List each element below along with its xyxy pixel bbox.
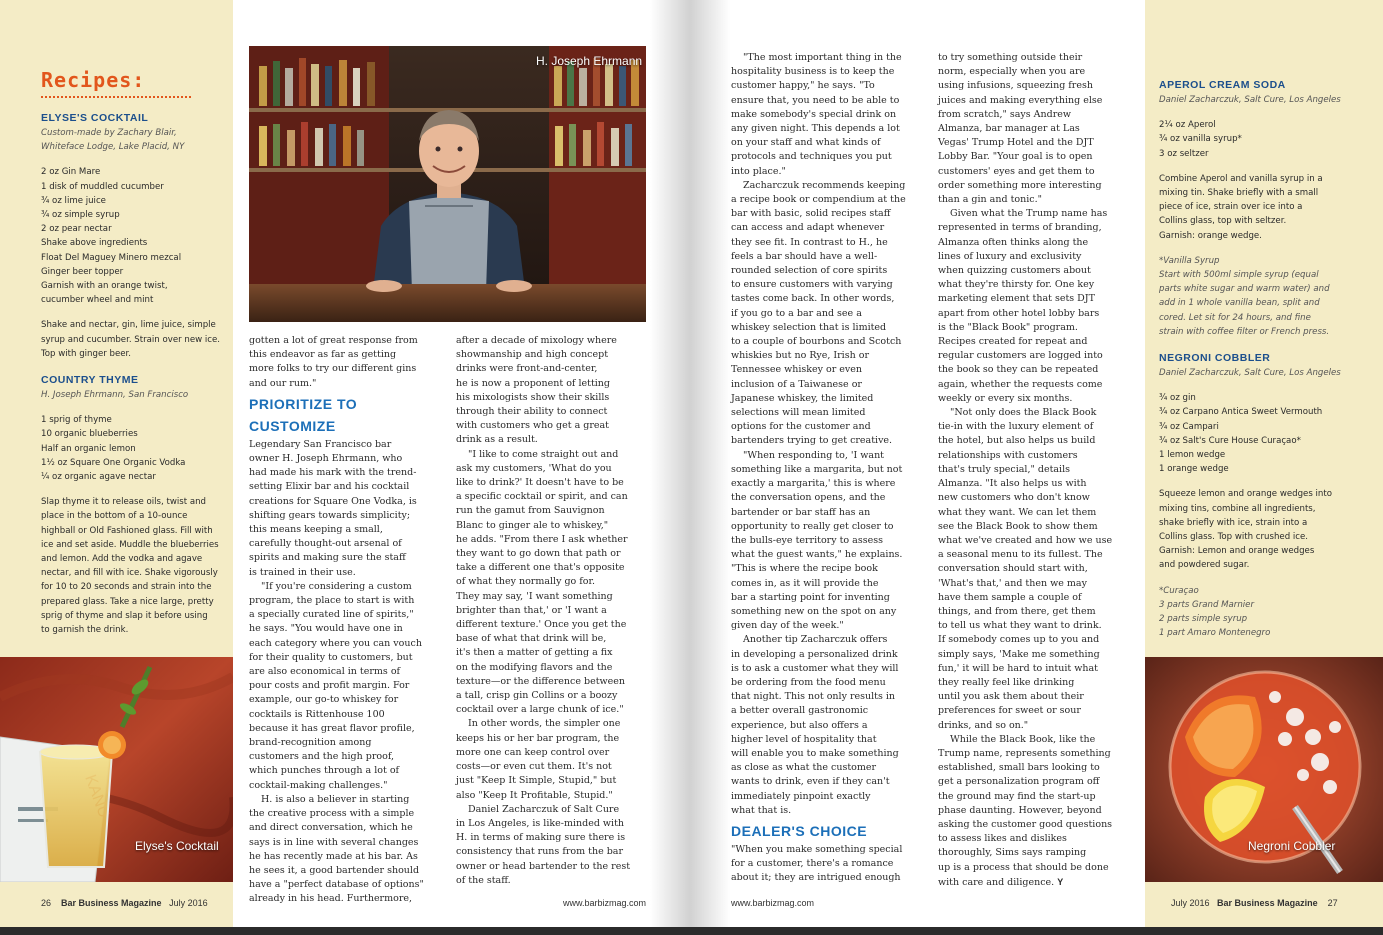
- recipe-source: Daniel Zacharczuk, Salt Cure, Los Angeles: [1159, 368, 1341, 379]
- photo-caption: H. Joseph Ehrmann: [536, 54, 643, 68]
- right-gutter-shadow: [690, 0, 730, 927]
- recipe-method: Combine Aperol and vanilla syrup in a mixing tin. Shake briefly with a small piece of ice, strain over ice into a Collins glass, top with seltzer. Garnish: orange wedge.: [1159, 173, 1323, 241]
- paragraph: H. is also a believer in starting the creative process with a simple and direct conversation, which he says is in line with several changes he has recently made at his bar. As he sees it, a good bartender should have a "perfect database of options" already in his head. Furthermore,: [249, 793, 424, 905]
- negroni-cobbler-photo: [1145, 657, 1383, 882]
- right-recipes-sidebar: [1145, 0, 1383, 927]
- paragraph: "I like to come straight out and ask my customers, 'What do you like to drink?' It doesn't have to be a specific cocktail or spirit, and can run the gamut from Sauvignon Blanc to ginger ale to whiskey," he adds. "From there I ask whether they want to go down that path or take a different one that's opposite of what they normally go for. They may say, 'I want something brighter than that,' or 'I want a different texture.' Once you get the base of what that drink will be, it's then a matter of getting a fix on the modifying flavors and the texture—or the difference between a tall, crisp gin Collins or a boozy cocktail over a large chunk of ice.": [456, 448, 628, 716]
- paragraph: While the Black Book, like the Trump name, represents something established, small bars looking to get a personalization program off the ground may find the start-up phase daunting. However, beyond asking the customer good questions to assess likes and dislikes thoroughly, Sims says ramping up is a process that should be done with care and diligence. Y: [938, 733, 1113, 888]
- paragraph: "When you make something special for a customer, there's a romance about it; they are intrigued enough: [731, 843, 903, 884]
- recipe-title: ELYSE'S COCKTAIL: [41, 112, 149, 124]
- left-recipes-column: [41, 110, 231, 637]
- magazine-name: Bar Business Magazine: [61, 898, 162, 908]
- paragraph: Zacharczuk recommends keeping a recipe book or compendium at the bar with basic, solid recipes staff can access and adapt whenever they see fit. In contrast to H., he feels a bar should have a well- rounded selection of core spirits to ensure customers with varying tastes come back. In other words, if you go to a bar and see a whiskey selection that is limited to a couple of bourbons and Scotch whiskies but no Rye, Irish or Tennessee whiskey or even inclusion of a Taiwanese or Japanese whiskey, the limited selections will mean limited options for the customer and bartenders trying to get creative.: [731, 179, 906, 447]
- left-page: [0, 0, 690, 927]
- right-body-column-1: [731, 51, 926, 886]
- bartender-photo: [249, 46, 646, 322]
- recipe-ingredients: 2 oz Gin Mare 1 disk of muddled cucumber ¾ oz lime juice ¾ oz simple syrup 2 oz pear nectar Shake above ingredients Float Del Maguey Minero mezcal Ginger beer topper Garnish with an orange twist, cucumber wheel and mint: [41, 167, 182, 306]
- right-page: [690, 0, 1383, 927]
- paragraph: Daniel Zacharczuk of Salt Cure in Los Angeles, is like-minded with H. in terms of making sure there is consistency that runs from the bar owner or head bartender to the rest of the staff.: [456, 803, 631, 886]
- recipe-source: H. Joseph Ehrmann, San Francisco: [41, 390, 189, 401]
- viewer-bottom-bar: [0, 927, 1383, 935]
- right-folio: [1171, 898, 1338, 908]
- left-folio-url: www.barbizmag.com: [563, 898, 647, 908]
- paragraph: "Not only does the Black Book tie-in with the luxury element of the hotel, but also helps us build relationships with customers that's truly special," details Almanza. "It also helps us with new customers who don't know what they want. We can let them see the Black Book to show them what we've created and how we use a seasonal menu to its fullest. The conversation should start with, 'What's that,' and then we may have them sample a couple of things, and from there, get them to tell us what they want to drink. If somebody comes up to you and simply says, 'Make me something fun,' it will be hard to intuit what they really feel like drinking until you ask them about their preferences for sweet or sour drinks, and so on.": [938, 407, 1113, 731]
- right-body-column-2: [938, 51, 1133, 890]
- paragraph: Legendary San Francisco bar owner H. Joseph Ehrmann, who had made his mark with the trend- setting Elixir bar and his cocktail creations for Square One Vodka, is shifting gears towards simplicity; this means keeping a small, carefully thought-out arsenal of spirits and making sure the staff is trained in their use.: [249, 438, 417, 578]
- page-number: 26: [41, 898, 52, 908]
- right-recipes-column: [1159, 77, 1379, 641]
- recipe-ingredients: 2¼ oz Aperol ¾ oz vanilla syrup* 3 oz seltzer: [1159, 120, 1242, 159]
- paragraph: "The most important thing in the hospitality business is to keep the customer happy," he says. "To ensure that, you need to be able to make somebody's special drink on any given night. This depends a lot on your staff and what kinds of protocols and techniques you put into place.": [731, 52, 902, 177]
- end-mark-icon: Y: [1057, 876, 1064, 887]
- paragraph: after a decade of mixology where showmanship and high concept drinks were front-and-center, he is now a proponent of letting his mixologists show their skills through their ability to connect with customers who get a great drink as a result.: [456, 335, 617, 446]
- issue-date: July 2016: [1171, 898, 1210, 908]
- recipe-ingredients: 1 sprig of thyme 10 organic blueberries Half an organic lemon 1½ oz Square One Organic Vodka ¼ oz organic agave nectar: [41, 415, 186, 483]
- paragraph: "When responding to, 'I want something like a margarita, but not exactly a margarita,' this is where the conversation opens, and the bartender or bar staff has an opportunity to really get closer to the bulls-eye territory to assess what the guest wants," he explains. "This is where the recipe book comes in, as it will provide the bar a starting point for inventing something new on the spot on any given day of the week.": [731, 449, 903, 632]
- left-body-column-1: [249, 334, 444, 907]
- section-subhead: DEALER'S CHOICE: [731, 822, 868, 839]
- page-number: 27: [1327, 898, 1338, 908]
- photo-caption: Negroni Cobbler: [1248, 839, 1336, 853]
- recipes-heading: Recipes:: [41, 68, 146, 92]
- recipe-source: Custom-made by Zachary Blair, Whiteface Lodge, Lake Placid, NY: [41, 128, 185, 153]
- recipe-title: NEGRONI COBBLER: [1159, 352, 1271, 365]
- left-folio: [41, 898, 208, 908]
- right-folio-url: www.barbizmag.com: [731, 898, 815, 908]
- recipe-method: Slap thyme it to release oils, twist and place in the bottom of a 10-ounce highball or Old Fashioned glass. Fill with ice and set aside. Muddle the blueberries and lemon. Add the vodka and agave nectar, and fill with ice. Shake vigorously for 10 to 20 seconds and strain into the prepared glass. Take a nice large, pretty sprig of thyme and slap it before using to garnish the drink.: [41, 497, 219, 636]
- left-body-column-2: [456, 334, 651, 888]
- left-recipes-sidebar: [0, 0, 233, 927]
- recipe-source: Daniel Zacharczuk, Salt Cure, Los Angeles: [1159, 95, 1341, 105]
- recipe-title: APEROL CREAM SODA: [1159, 79, 1286, 91]
- recipe-method: Squeeze lemon and orange wedges into mixing tins, combine all ingredients, shake briefly with ice, strain into a Collins glass. Top with crushed ice. Garnish: Lemon and orange wedges and powdered sugar.: [1159, 489, 1333, 571]
- recipe-note: *Vanilla Syrup Start with 500ml simple syrup (equal parts white sugar and warm water) and add in 1 whole vanilla bean, split and cored. Let sit for 24 hours, and fine strain with coffee filter or French press.: [1159, 255, 1330, 337]
- magazine-name: Bar Business Magazine: [1217, 898, 1318, 908]
- paragraph: "If you're considering a custom program, the place to start is with a specially curated line of spirits," he says. "You would have one in each category where you can vouch for their quality to customers, but are also economical in terms of pour costs and profit margin. For example, our go-to whiskey for cocktails is Rittenhouse 100 because it has great flavor profile, brand-recognition among customers and the high proof, which punches through a lot of cocktail-making challenges.": [249, 580, 422, 791]
- issue-date: July 2016: [169, 898, 208, 908]
- paragraph: to try something outside their norm, especially when you are using infusions, squeezing fresh juices and making everything else from scratch," says Andrew Almanza, bar manager at Las Vegas' Trump Hotel and the DJT Lobby Bar. "Your goal is to open customers' eyes and get them to order something more interesting than a gin and tonic.": [938, 52, 1103, 206]
- recipe-method: Shake and nectar, gin, lime juice, simple syrup and cucumber. Strain over new ice. Top with ginger beer.: [41, 320, 221, 359]
- bartender-illustration: [249, 46, 646, 322]
- recipe-ingredients: ¾ oz gin ¾ oz Carpano Antica Sweet Vermouth ¾ oz Campari ¾ oz Salt's Cure House Curaçao* 1 lemon wedge 1 orange wedge: [1159, 393, 1323, 475]
- paragraph: gotten a lot of great response from this endeavor as far as getting more folks to try our different gins and our rum.": [249, 335, 418, 389]
- recipes-heading-rule: [41, 96, 191, 98]
- photo-caption: Elyse's Cocktail: [135, 839, 219, 853]
- left-gutter-shadow: [650, 0, 690, 927]
- recipe-note: *Curaçao 3 parts Grand Marnier 2 parts simple syrup 1 part Amaro Montenegro: [1159, 585, 1271, 639]
- recipe-title: COUNTRY THYME: [41, 374, 139, 387]
- elyses-cocktail-photo: [0, 657, 233, 882]
- paragraph: In other words, the simpler one keeps his or her bar program, the more one can keep control over costs—or even cut them. It's not just "Keep It Simple, Stupid," but also "Keep It Profitable, Stupid.": [456, 718, 621, 801]
- section-subhead: PRIORITIZE TO CUSTOMIZE: [249, 395, 358, 434]
- paragraph: Given what the Trump name has represented in terms of branding, Almanza often thinks along the lines of luxury and exclusivity when quizzing customers about what they're thirsty for. One key marketing element that sets DJT apart from other hotel lobby bars is the "Black Book" program. Recipes created for repeat and regular customers are logged into the book so they can be repeated again, whether the requests come weekly or every six months.: [938, 208, 1108, 404]
- paragraph: Another tip Zacharczuk offers in developing a personalized drink is to ask a customer what they will be ordering from the food menu that night. This not only results in a better overall gastronomic experience, but also offers a higher level of hospitality that will enable you to make something as close as what the customer wants to drink, even if they can't immediately pinpoint exactly what that is.: [731, 634, 899, 816]
